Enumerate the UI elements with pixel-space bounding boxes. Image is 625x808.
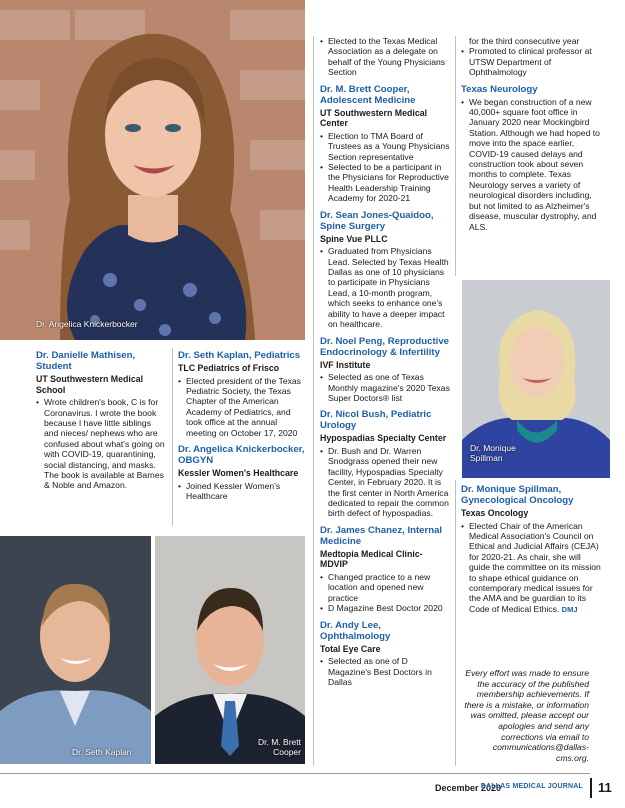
page-footer: [0, 773, 625, 803]
bullet-item: • Graduated from Physicians Lead. Selected by Texas Health Dallas as one of 10 physicians to participate in Physicians Lead, a 10-month program, which seeks to enhance one's ability to have a deeper impact on healthcare.: [320, 246, 450, 329]
entry-name: Dr. Andy Lee, Ophthalmology: [320, 619, 391, 642]
entry-bullets: [178, 481, 308, 502]
entry-chanez: [320, 525, 450, 614]
entry-name: Dr. Seth Kaplan, Pediatrics: [178, 350, 301, 361]
entry-bullets: [36, 397, 166, 491]
entry-name: Dr. M. Brett Cooper, Adolescent Medicine: [320, 83, 416, 106]
entry-bullets: [461, 521, 601, 616]
bullet-item: • Selected as one of Texas Monthly magazine's 2020 Texas Super Doctors® list: [320, 372, 450, 403]
column-1: [36, 346, 166, 491]
footer-journal-name: DALLAS MEDICAL JOURNAL: [480, 783, 583, 790]
entry-bullets: [320, 446, 450, 519]
entry-organization: Hypospadias Specialty Center: [320, 433, 447, 444]
bullet-item: • Election to TMA Board of Trustees as a Young Physicians Section representative: [320, 131, 450, 162]
column-3: [320, 36, 450, 687]
entry-lee: [320, 620, 450, 688]
entry-name: Dr. Nicol Bush, Pediatric Urology: [320, 409, 432, 432]
entry-name: Dr. James Chanez, Internal Medicine: [320, 524, 443, 547]
continued-bullets: [320, 36, 450, 78]
photo-caption: Dr. M. Brett Cooper: [258, 737, 301, 757]
bullet-item: • Selected to be a participant in the Physicians for Reproductive Health Leadership Training Academy for 2020-21: [320, 162, 450, 204]
bullet-item: • Elected to the Texas Medical Association as a delegate on behalf of the Young Physicians Section: [320, 36, 450, 78]
column-divider: [455, 36, 456, 276]
entry-jones-quaidoo: [320, 210, 450, 330]
signoff: DMJ: [561, 604, 578, 614]
entry-name: Dr. Noel Peng, Reproductive Endocrinology & Infertility: [320, 335, 450, 358]
column-divider: [455, 480, 456, 766]
column-divider: [172, 348, 173, 526]
bullet-text: Elected Chair of the American Medical Association's Council on Ethical and Judicial Affairs (CEJA) for 2020-21. As chair, she will guide the committee on its mission to shape ethical guidance on contemporary medical issues for the AMA and be guardian to its Code of Medical Ethics.: [469, 520, 601, 614]
entry-organization: IVF Institute: [320, 359, 371, 370]
entry-organization: UT Southwestern Medical Center: [320, 107, 428, 129]
entry-organization: UT Southwestern Medical School: [36, 374, 144, 395]
entry-organization: Total Eye Care: [320, 643, 381, 654]
photo-caption: Dr. Monique Spillman: [470, 443, 516, 463]
entry-mathisen: [36, 350, 166, 491]
page-number: 11: [598, 780, 612, 795]
entry-organization: Kessler Women's Healthcare: [178, 468, 299, 479]
bullet-item: • Wrote children's book, C is for Coronavirus. I wrote the book because I have little siblings and nieces/ nephews who are confused about what's going on with COVID-19, quarantining, social distancing, and masks. The book is available at Barnes & Noble and Amazon.: [36, 397, 166, 491]
entry-bullets: [320, 656, 450, 687]
entry-name: Dr. Sean Jones-Quaidoo, Spine Surgery: [320, 209, 434, 232]
bullet-item: • Selected as one of D Magazine's Best Doctors in Dallas: [320, 656, 450, 687]
entry-kaplan: [178, 350, 308, 438]
bullet-item: • Dr. Bush and Dr. Warren Snodgrass opened their new facility, Hypospadias Specialty Center, in February 2020. It is the first center in North America dedicated to repair the common birth defect of hypospadias.: [320, 446, 450, 519]
bullet-item: • Elected president of the Texas Pediatric Society, the Texas Chapter of the American Academy of Pediatrics, and took office at the annual meeting on October 17, 2020: [178, 376, 308, 438]
photo-seth-kaplan: [0, 536, 151, 764]
bullet-item: • We began construction of a new 40,000+ square foot office in January 2020 near Mockingbird Station. Although we had hoped to move into the space earlier, COVID-19 caused delays and construction took about seven months to complete. Texas Neurology serves a variety of neurological disorders including, but not limited to as Alzheimer's disease, muscular dystrophy, and ALS.: [461, 97, 601, 232]
footer-rule: [0, 773, 590, 774]
entry-texas-neurology: [461, 84, 601, 232]
entry-name: Dr. Monique Spillman, Gynecological Oncology: [461, 484, 574, 506]
photo-brett-cooper: [155, 536, 305, 764]
entry-name: Dr. Angelica Knickerbocker, OBGYN: [178, 444, 305, 467]
column-4-lower: [461, 480, 601, 615]
photo-angelica-knickerbocker: [0, 0, 305, 340]
continued-text: for the third consecutive year: [469, 36, 580, 46]
entry-bullets: [461, 97, 601, 232]
bullet-item: • Promoted to clinical professor at UTSW Department of Ophthalmology: [461, 46, 601, 77]
entry-name: Dr. Danielle Mathisen, Student: [36, 350, 136, 372]
entry-organization: Medtopia Medical Clinic-MDVIP: [320, 548, 423, 570]
continued-bullets: [461, 46, 601, 77]
entry-bullets: [320, 246, 450, 329]
photo-caption: Dr. Seth Kaplan: [72, 747, 132, 757]
entry-cooper: [320, 84, 450, 204]
entry-name: Texas Neurology: [461, 83, 538, 95]
portrait-kaplan-image: [0, 536, 151, 764]
footer-separator: [590, 778, 592, 798]
entry-organization: TLC Pediatrics of Frisco: [178, 363, 280, 373]
bullet-item: • D Magazine Best Doctor 2020: [320, 603, 450, 613]
entry-bullets: [320, 131, 450, 204]
entry-bullets: [178, 376, 308, 438]
photo-monique-spillman: [462, 280, 610, 478]
entry-knickerbocker: [178, 444, 308, 501]
entry-peng: [320, 336, 450, 404]
entry-organization: Texas Oncology: [461, 508, 529, 518]
portrait-cooper-image: [155, 536, 305, 764]
entry-spillman: [461, 484, 601, 615]
photo-caption: Dr. Angelica Knickerbocker: [36, 319, 138, 329]
column-2: [178, 346, 308, 501]
bullet-item: • Joined Kessler Women's Healthcare: [178, 481, 308, 502]
portrait-knickerbocker-image: [0, 0, 305, 340]
entry-bullets: [320, 372, 450, 403]
entry-bush: [320, 409, 450, 518]
entry-bullets: [320, 572, 450, 614]
column-divider: [313, 36, 314, 766]
column-4: [461, 36, 601, 232]
bullet-item: [461, 521, 601, 616]
disclaimer-note: Every effort was made to ensure the accuracy of the published membership achievements. If there is a mistake, or information was omitted, please accept our apologies and send any corrections via email to communications@dallas-cms.org.: [464, 668, 589, 763]
footer-month: December 2020: [434, 783, 501, 793]
bullet-item: • Changed practice to a new location and opened new practice: [320, 572, 450, 603]
entry-organization: Spine Vue PLLC: [320, 233, 388, 244]
